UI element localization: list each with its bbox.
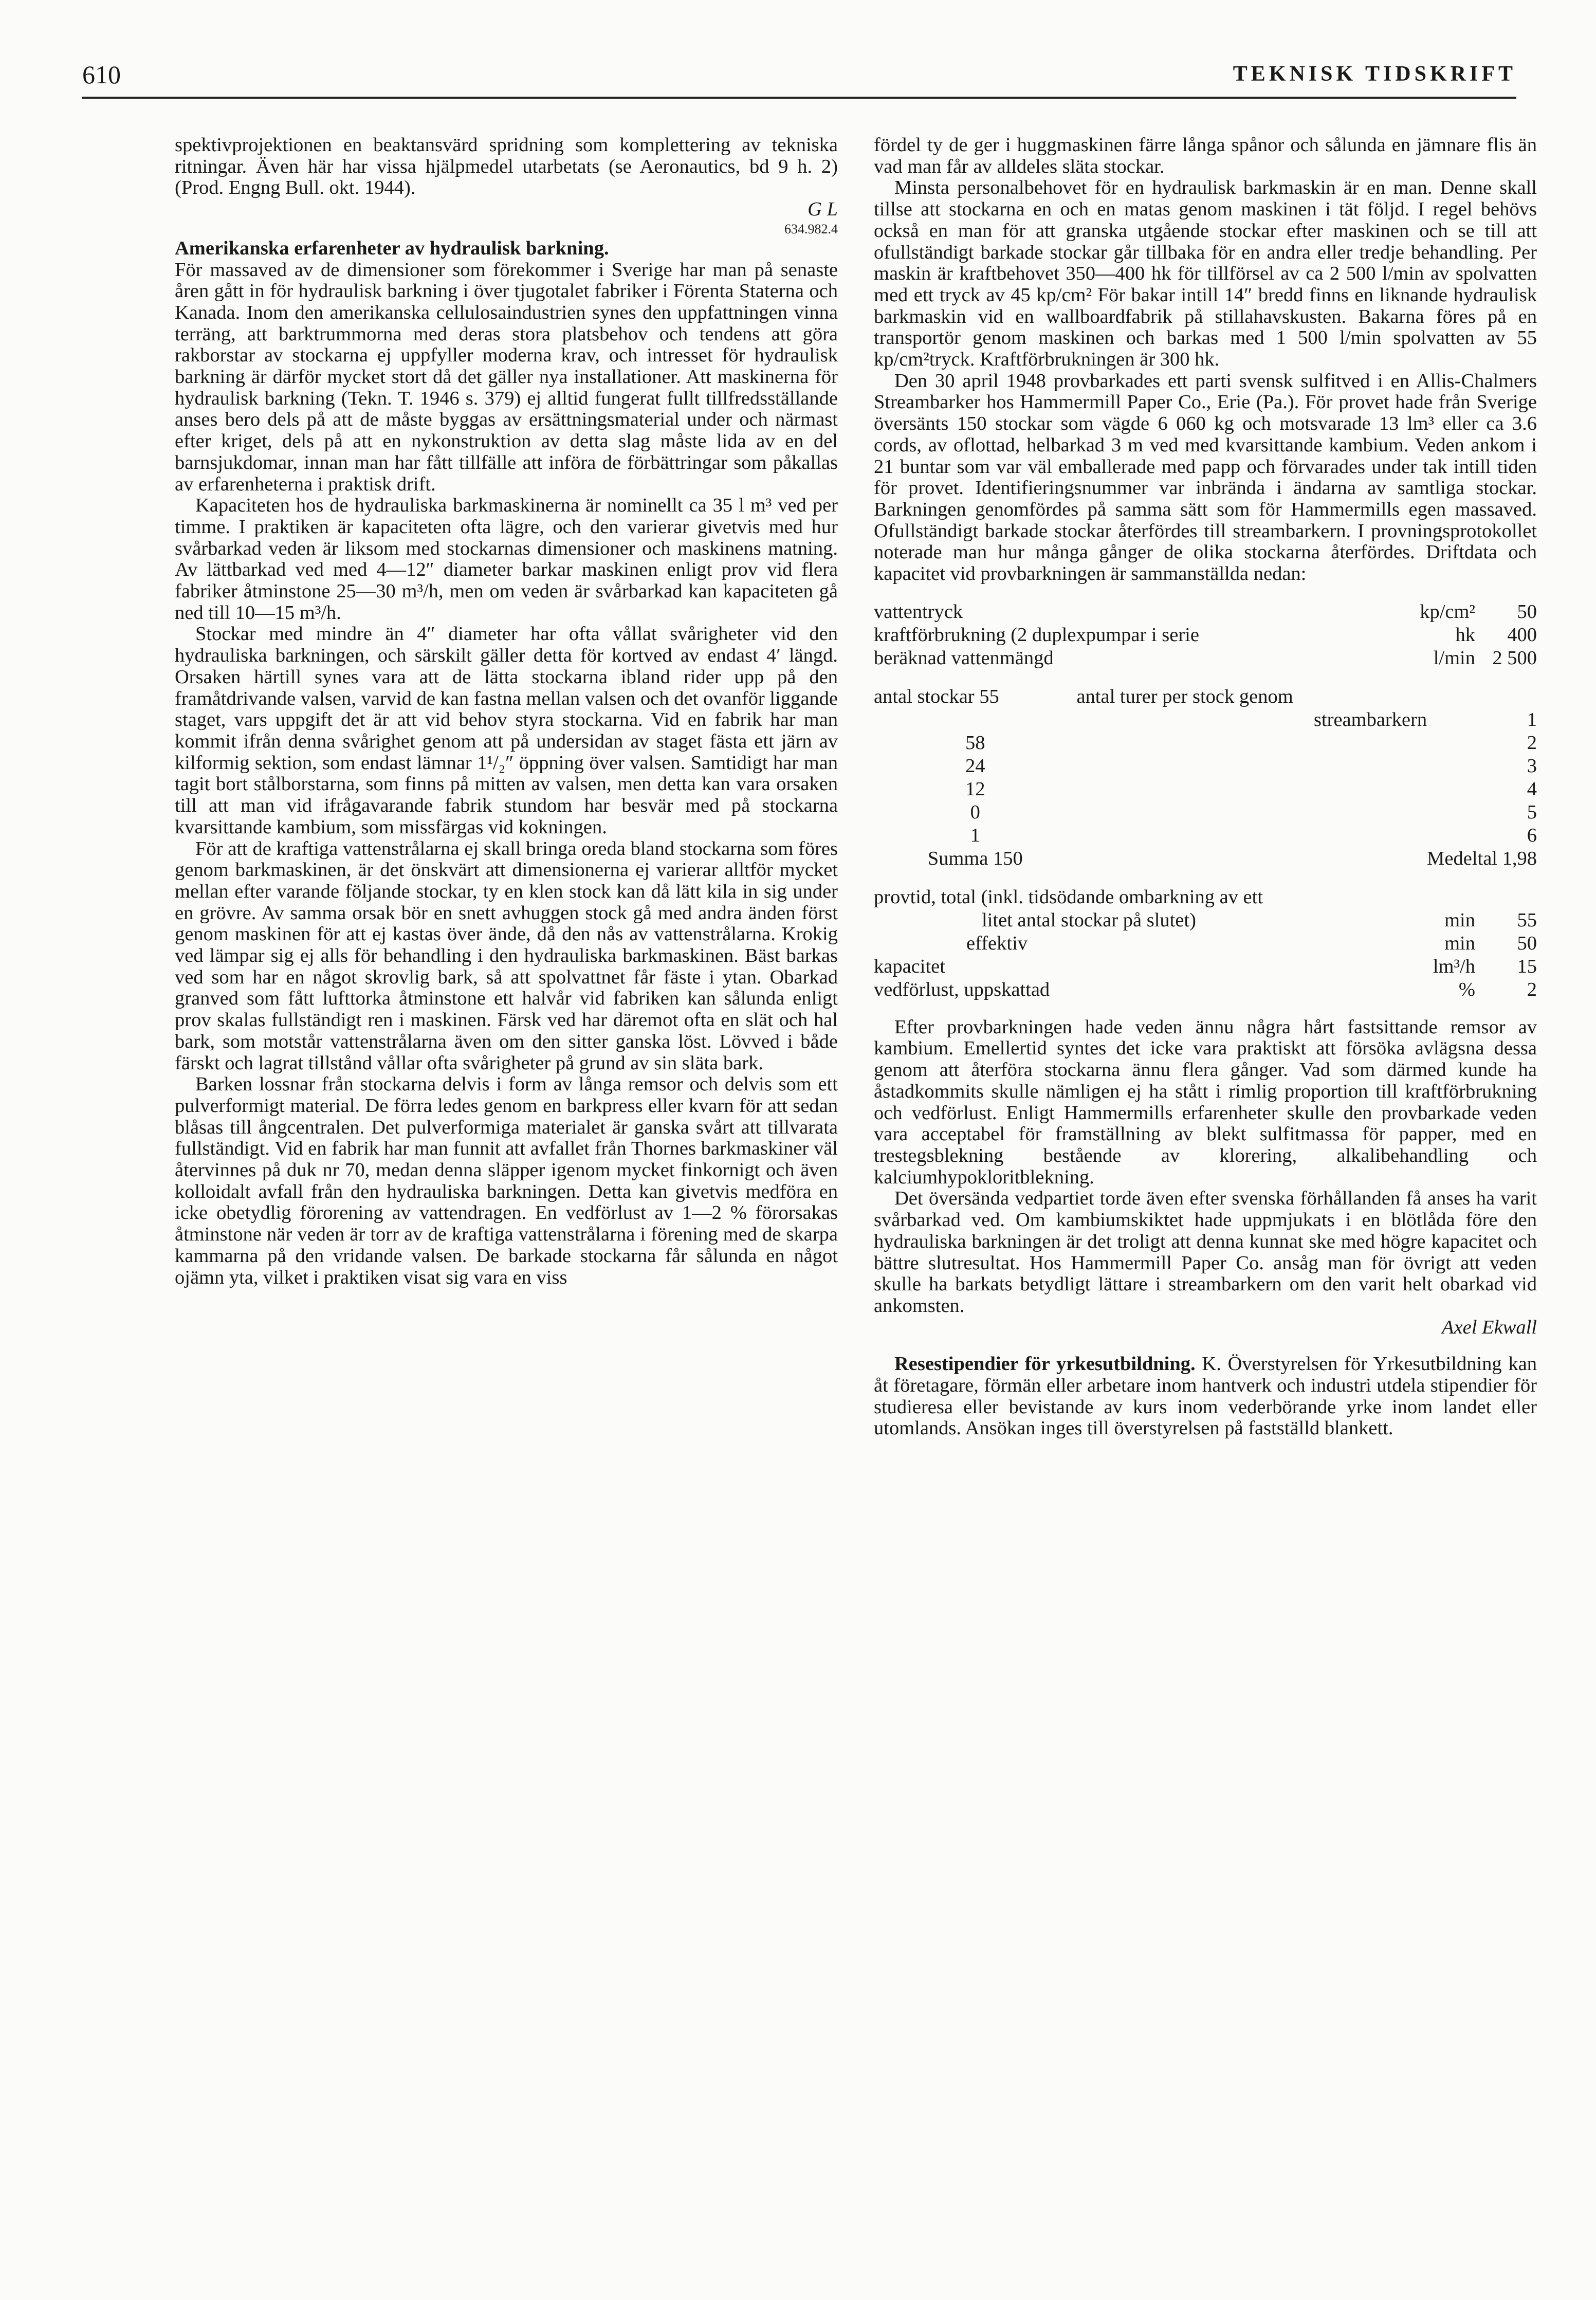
- table-row: [874, 955, 1537, 978]
- stock-head: streambarkern: [1313, 708, 1427, 731]
- stock-table: [874, 685, 1537, 870]
- stock-turns: 3: [1527, 755, 1537, 777]
- prov-label: litet antal stockar på slutet): [982, 909, 1196, 931]
- table-row: [874, 886, 1537, 909]
- journal-title: TEKNISK TIDSKRIFT: [1233, 62, 1516, 86]
- stock-count: 58: [965, 732, 985, 754]
- paragraph: Efter provbarkningen hade veden ännu några hårt fastsittande remsor av kambium. Emellertid syntes det icke vara praktiskt att försöka avlägsna dessa genom att återföra stockarna ännu flera gånger. Vad som därmed kunde ha åstadkommits skulle nämligen ej ha stått i rimlig proportion till kraftförbrukning och vedförlust. Enligt Hammermills erfarenheter skulle den provbarkade veden vara acceptabel för framställning av blekt sulfitmassa för papper, med en trestegsblekning bestående av klorering, alkalibehandling och kalciumhypokloritblekning.: [874, 1016, 1537, 1188]
- table-row: [874, 685, 1537, 708]
- stock-head: antal turer per stock genom: [1076, 685, 1293, 707]
- article-paragraph: [874, 1354, 1537, 1439]
- kap-value: 15: [1517, 955, 1537, 977]
- table-row: [874, 978, 1537, 1001]
- medeltal: Medeltal 1,98: [1427, 847, 1537, 869]
- left-column: [175, 135, 838, 1288]
- table-row: [874, 647, 1537, 670]
- spec-unit: l/min: [1433, 647, 1475, 669]
- stock-count: 1: [970, 824, 980, 846]
- udc-code: 634.982.4: [784, 221, 838, 236]
- paragraph: Kapaciteten hos de hydrauliska barkmaskinerna är nominellt ca 35 l m³ ved per timme. I praktiken är kapaciteten ofta lägre, och den varierar givetvis med hur svårbarkad veden är liksom med stockarnas dimensioner och maskinens matning. Av lättbarkad ved med 4—12″ diameter barkar maskinen enligt prov vid flera fabriker åtminstone 25—30 m³/h, men om veden är svårbarkad kan kapaciteten gå ned till 10—15 m³/h.: [175, 495, 838, 624]
- ved-label: vedförlust, uppskattad: [874, 978, 1050, 1000]
- spec-label: kraftförbrukning (2 duplexpumpar i serie: [874, 624, 1199, 646]
- paragraph: fördel ty de ger i huggmaskinen färre långa spånor och sålunda en jämnare flis än vad man får av alldeles släta stockar.: [874, 134, 1537, 177]
- stock-value: 1: [1527, 708, 1537, 731]
- article-title: Resestipendier för yrkesutbildning.: [894, 1353, 1196, 1375]
- table-row: [874, 824, 1537, 847]
- paragraph: Minsta personalbehovet för en hydraulisk barkmaskin är en man. Denne skall tillse att stockarna en och en matas genom maskinen i tät följd. I regel behövs också en man för att granska utgående stockar efter maskinen och se till att ofullständigt barkade stockar går tillbaka för en andra eller tredje behandling. Per maskin är kraftbehovet 350—400 hk för tillförsel av ca 2 500 l/min av spolvatten med ett tryck av 45 kp/cm² För bakar intill 14″ bredd finns en liknande hydraulisk barkmaskin vid en wallboardfabrik på stillahavskusten. Bakarna föres på en transportör genom maskinen och barkas med 1 500 l/min spolvatten av 55 kp/cm²tryck. Kraftförbrukningen är 300 hk.: [874, 177, 1537, 371]
- effektiv-label: effektiv: [966, 932, 1028, 954]
- paragraph: spektivprojektionen en beaktansvärd spridning som komplettering av tekniska ritningar. Även här har vissa hjälpmedel utarbetats (se Aeronautics, bd 9 h. 2) (Prod. Engng Bull. okt. 1944).: [175, 134, 838, 199]
- stock-turns: 5: [1527, 801, 1537, 823]
- paragraph: Barken lossnar från stockarna delvis i form av långa remsor och delvis som ett pulverformigt material. De förra ledes genom en barkpress eller kvarn för att sedan blåsas till ångcentralen. Det pulverformiga materialet är ganska svårt att tillvarata fullständigt. Vid en fabrik har man funnit att avfallet från Thornes barkmaskiner väl återvinnes på duk nr 70, medan denna släpper igenom mycket finkornigt och även kolloidalt avfall från den hydrauliska barkningen. Detta kan givetvis medföra en icke obetydlig förorening av vattendragen. En vedförlust av 1—2 % förorsakas åtminstone när veden är torr av de kraftiga vattenstrålarna i förening med de skarpa kammarna på den vridande valsen. De barkade stockarna får sålunda en något ojämn yta, vilket i praktiken visat sig vara en viss: [175, 1073, 838, 1288]
- stock-turns: 6: [1527, 824, 1537, 846]
- prov-value: 55: [1517, 909, 1537, 931]
- effektiv-value: 50: [1517, 932, 1537, 954]
- table-row: [874, 732, 1537, 755]
- table-row: [874, 708, 1537, 732]
- signature: Axel Ekwall: [1442, 1316, 1537, 1338]
- ved-unit: %: [1458, 978, 1475, 1000]
- spec-value: 50: [1517, 600, 1537, 623]
- stock-turns: 2: [1527, 732, 1537, 754]
- ved-value: 2: [1527, 978, 1537, 1000]
- paragraph: Stockar med mindre än 4″ diameter har ofta vållat svårigheter vid den hydrauliska barkningen, och särskilt gäller detta för kortved av endast 4′ längd. Orsaken härtill synes vara att de lätta stockarna ibland rider upp på den framåtdrivande valsen, varvid de kan fastna mellan valsen och det ovanför liggande staget, vars uppgift det är att vid behov styra stockarna. Vid en fabrik har man kommit ifrån denna svårighet genom att på undersidan av staget fästa ett järn av kilformig sektion, som endast lämnar 1¹/₂″ öppning över valsen. Samtidigt har man tagit bort stålborstarna, som finns på mitten av valsen, men detta kan vara orsaken till att man vid ifrågavarande fabrik stundom har besvär med på stockarna kvarsittande kambium, som missfärgas vid kokningen.: [175, 623, 838, 838]
- table-row: [874, 932, 1537, 955]
- effektiv-unit: min: [1444, 932, 1475, 954]
- paragraph: Den 30 april 1948 provbarkades ett parti svensk sulfitved i en Allis-Chalmers Streambarker hos Hammermill Paper Co., Erie (Pa.). För provet hade från Sverige översänts 150 stockar som vägde 6 060 kg och motsvarade 13 lm³ eller ca 3.6 cords, av oflottad, helbarkad 3 m ved med kvarsittande kambium. Veden ankom i 21 buntar som var väl emballerade med papp och förvarades under tak intill tiden för provet. Identifieringsnummer var inbrända i ändarna av samtliga stockar. Barkningen genomfördes på samma sätt som för Hammermills egen massaved. Ofullständigt barkade stockar återfördes till streambarkern. I provningsprotokollet noterade man hur många gånger de olika stockarna återfördes. Driftdata och kapacitet vid provbarkningen är sammanställda nedan:: [874, 370, 1537, 585]
- table-row: [874, 778, 1537, 801]
- stock-head: antal stockar 55: [874, 685, 999, 707]
- kap-unit: lm³/h: [1433, 955, 1475, 977]
- signature: G L: [808, 198, 838, 221]
- article-body: K. Överstyrelsen för Yrkesutbildning kan åt företagare, förmän eller arbetare inom hantverk och industri utdela stipendier för studieresa eller bevistande av kurs inom vederbörande yrke inom landet eller utomlands. Ansökan inges till överstyrelsen på fastställd blankett.: [874, 1353, 1537, 1439]
- spec-value: 2 500: [1492, 647, 1537, 669]
- stock-turns: 4: [1527, 778, 1537, 800]
- page-number: 610: [82, 60, 121, 89]
- stock-count: 12: [965, 778, 985, 800]
- summa: Summa 150: [927, 847, 1023, 869]
- paragraph: Det översända vedpartiet torde även efter svenska förhållanden få anses ha varit svårbarkad ved. Om kambiumskiktet hade uppmjukats i en blötlåda före den hydrauliska barkningen är det troligt att denna kunnat ske med högre kapacitet och bättre slutresultat. Hos Hammermill Paper Co. ansåg man för övrigt att veden skulle ha barkats betydligt lättare i streambarkern om den varit helt obarkad vid ankomsten.: [874, 1188, 1537, 1317]
- table-row: [874, 624, 1537, 647]
- spec-table: [874, 600, 1537, 670]
- prov-label: provtid, total (inkl. tidsödande ombarkning av ett: [874, 886, 1263, 908]
- table-row: [874, 909, 1537, 932]
- right-column: [874, 135, 1537, 1439]
- kap-label: kapacitet: [874, 955, 945, 977]
- table-row: [874, 801, 1537, 824]
- result-table: [874, 886, 1537, 1001]
- spec-unit: hk: [1455, 624, 1475, 646]
- spec-unit: kp/cm²: [1420, 600, 1475, 623]
- table-row: [874, 755, 1537, 778]
- paragraph: För massaved av de dimensioner som förekommer i Sverige har man på senaste åren gått in för hydraulisk barkning i över tjugotalet fabriker i Förenta Staterna och Kanada. Inom den amerikanska cellulosaindustrien synes den uppfattningen vinna terräng, att barktrummorna med deras stora platsbehov och tendens att göra rakborstar av stockarna ej uppfyller moderna krav, och intresset för hydraulisk barkning är därför mycket stort då det gäller nya installationer. Att maskinerna för hydraulisk barkning (Tekn. T. 1946 s. 379) ej alltid fungerat fullt tillfredsställande anses bero dels på att de måste byggas av ersättningsmaterial under och närmast efter kriget, dels på att en nykonstruktion av detta slag måste lida av en del barnsjukdomar, innan man har fått tillfälle att införa de förbättringar som påkallas av erfarenheterna i praktisk drift.: [175, 259, 838, 495]
- spec-value: 400: [1507, 624, 1537, 646]
- article-title: Amerikanska erfarenheter av hydraulisk barkning.: [175, 237, 609, 259]
- page-header: [82, 56, 1516, 99]
- stock-count: 0: [970, 801, 980, 823]
- table-row: [874, 600, 1537, 624]
- prov-unit: min: [1444, 909, 1475, 931]
- spec-label: vattentryck: [874, 600, 963, 623]
- paragraph: För att de kraftiga vattenstrålarna ej skall bringa oreda bland stockarna som föres genom barkmaskinen, är det önskvärt att dimensionerna ej varierar alltför mycket mellan efter varande följande stockar, ty en klen stock kan då lätt kila in sig under en grövre. Av samma orsak bör en snett avhuggen stock gå med andra änden först genom maskinen för att ej kastas över ände, då den nås av vattenstrålarna. Krokig ved lämpar sig ej alls för behandling i den hydrauliska barkmaskinen. Bäst barkas ved som har en något skrovlig bark, så att spolvattnet får fäste i ytan. Obarkad granved som fått lufttorka åtminstone ett halvår vid fabriken kan sålunda enligt prov skalas fullständigt ren i maskinen. Färsk ved har däremot ofta en slät och hal bark, som motstår vattenstrålarna även om den sitter ganska löst. Lövved i både färskt och lagrat tillstånd vållar ofta svårigheter på grund av sin släta bark.: [175, 837, 838, 1074]
- table-row: [874, 847, 1537, 870]
- article-paragraph: [175, 238, 838, 260]
- spec-label: beräknad vattenmängd: [874, 647, 1054, 669]
- stock-count: 24: [965, 755, 985, 777]
